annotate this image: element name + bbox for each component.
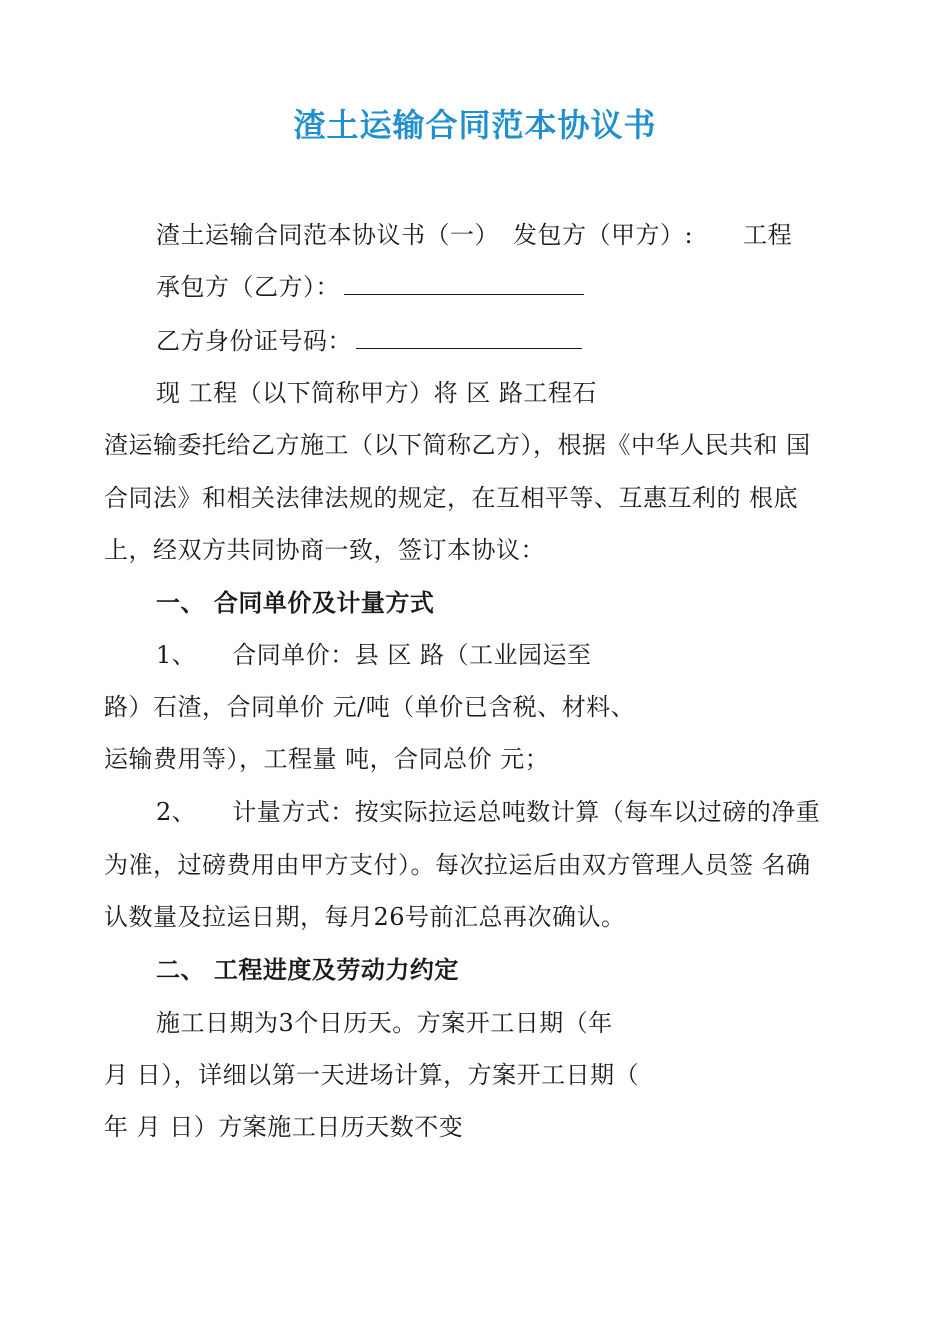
text-line: 年 月 日）方案施工日历天数不变: [104, 1113, 464, 1141]
text-line: [156, 272, 584, 302]
section-heading-2: 二、 工程进度及劳动力约定: [156, 956, 459, 984]
party-b-blank: [344, 272, 584, 295]
party-a-label: 发包方（甲方）:: [513, 221, 694, 249]
unit-price-text: 合同单价：县 区 路（工业园运至: [232, 641, 592, 669]
text-line: 施工日期为3个日历天。方案开工日期（年: [156, 1009, 613, 1037]
text-line: 认数量及拉运日期，每月26号前汇总再次确认。: [104, 903, 626, 931]
document-title: 渣土运输合同范本协议书: [293, 106, 657, 144]
text-line: [156, 220, 792, 250]
text-line: [156, 797, 820, 827]
project-label: 工程: [743, 221, 793, 249]
text-line: [156, 326, 582, 356]
section-heading-1: 一、 合同单价及计量方式: [156, 589, 435, 617]
item-number: 2、: [156, 798, 197, 826]
id-number-label: 乙方身份证号码：: [156, 327, 352, 355]
text-line: 合同法》和相关法律法规的规定，在互相平等、互惠互利的 根底: [104, 484, 799, 512]
measurement-text: 计量方式：按实际拉运总吨数计算（每车以过磅的净重: [232, 798, 821, 826]
text-line: 现 工程（以下简称甲方）将 区 路工程石: [156, 379, 597, 407]
text-line: 路）石渣，合同单价 元/吨（单价已含税、材料、: [104, 693, 636, 721]
id-number-blank: [356, 326, 582, 349]
text-line: 上，经双方共同协商一致，签订本协议：: [104, 536, 545, 564]
text-line: 为准，过磅费用由甲方支付）。每次拉运后由双方管理人员签 名确: [104, 851, 811, 879]
item-number: 1、: [156, 641, 197, 669]
text-line: 月 日），详细以第一天进场计算，方案开工日期（: [104, 1061, 640, 1089]
text-line: [156, 640, 592, 670]
text-line: 渣运输委托给乙方施工（以下简称乙方），根据《中华人民共和 国: [104, 431, 811, 459]
party-b-label: 承包方（乙方）：: [156, 273, 340, 301]
contract-subtitle: 渣土运输合同范本协议书（一）: [156, 221, 499, 249]
text-line: 运输费用等），工程量 吨，合同总价 元；: [104, 745, 550, 773]
